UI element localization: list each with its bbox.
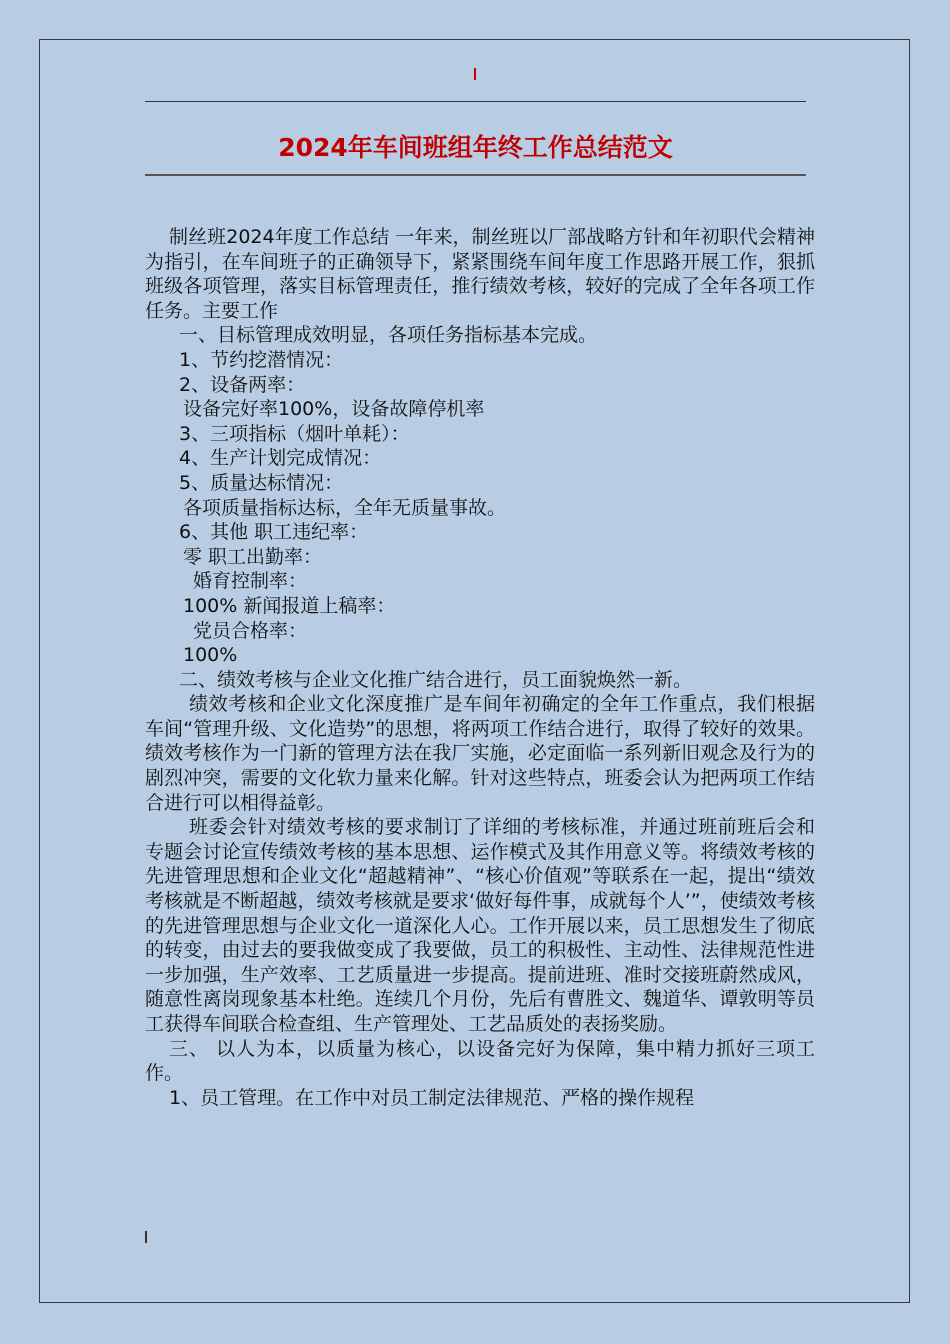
- document-body: [145, 225, 815, 1110]
- header-rule: [145, 101, 806, 102]
- section-heading-1: 一、目标管理成效明显，各项任务指标基本完成。: [179, 324, 598, 347]
- section-heading-3: 三、 以人为本，以质量为核心，以设备完好为保障，集中精力抓好三项工作。: [145, 1037, 815, 1085]
- section-heading-2: 二、绩效考核与企业文化推广结合进行，员工面貌焕然一新。: [179, 668, 693, 691]
- paragraph-intro: 制丝班2024年度工作总结 一年来，制丝班以厂部战略方针和年初职代会精神为指引，在车间班子的正确领导下，紧紧围绕车间年度工作思路开展工作，狠抓班级各项管理，落实目标管理责任，推行绩效考核，较好的完成了全年各项工作任务。主要工作: [145, 226, 815, 322]
- list-item: 2、设备两率：: [179, 373, 306, 396]
- list-item-detail: 100% 新闻报道上稿率：: [183, 594, 396, 617]
- title-rule: [145, 174, 806, 176]
- list-item: 5、质量达标情况：: [179, 471, 344, 494]
- list-item-detail: 零 职工出勤率：: [183, 545, 323, 568]
- list-item: 6、其他 职工违纪率：: [179, 521, 369, 544]
- header-cursor-mark: [474, 68, 476, 80]
- list-item-detail: 设备完好率100%，设备故障停机率: [183, 398, 485, 421]
- list-item-detail: 100%: [183, 644, 238, 667]
- paragraph: 班委会针对绩效考核的要求制订了详细的考核标准，并通过班前班后会和专题会讨论宣传绩效考核的基本思想、运作模式及其作用意义等。将绩效考核的先进管理思想和企业文化“超越精神”、“核心价值观”等联系在一起，提出“绩效考核就是不断超越，绩效考核就是要求‘做好每件事，成就每个人’”，使绩效考核的先进管理思想与企业文化一道深化人心。工作开展以来，员工思想发生了彻底的转变，由过去的要我做变成了我要做，员工的积极性、主动性、法律规范性进一步加强，生产效率、工艺质量进一步提高。提前进班、准时交接班蔚然成风，随意性离岗现象基本杜绝。连续几个月份，先后有曹胜文、魏道华、谭敦明等员工获得车间联合检查组、生产管理处、工艺品质处的表扬奖励。: [145, 816, 815, 1035]
- paragraph: 绩效考核和企业文化深度推广是车间年初确定的全年工作重点，我们根据车间“管理升级、文化造势”的思想，将两项工作结合进行，取得了较好的效果。绩效考核作为一门新的管理方法在我厂实施，必定面临一系列新旧观念及行为的剧烈冲突，需要的文化软力量来化解。针对这些特点，班委会认为把两项工作结合进行可以相得益彰。: [145, 693, 815, 814]
- list-item-detail: 婚育控制率：: [193, 570, 308, 593]
- document-title: 2024年车间班组年终工作总结范文: [278, 133, 673, 162]
- list-item: 1、节约挖潜情况：: [179, 348, 344, 371]
- footer-cursor-mark: [145, 1231, 147, 1243]
- list-item: 3、三项指标（烟叶单耗）：: [179, 422, 410, 445]
- list-item: 4、生产计划完成情况：: [179, 447, 382, 470]
- list-item-detail: 党员合格率：: [193, 619, 308, 642]
- paragraph: 1、员工管理。在工作中对员工制定法律规范、严格的操作规程: [169, 1086, 695, 1109]
- list-item-detail: 各项质量指标达标，全年无质量事故。: [183, 496, 507, 519]
